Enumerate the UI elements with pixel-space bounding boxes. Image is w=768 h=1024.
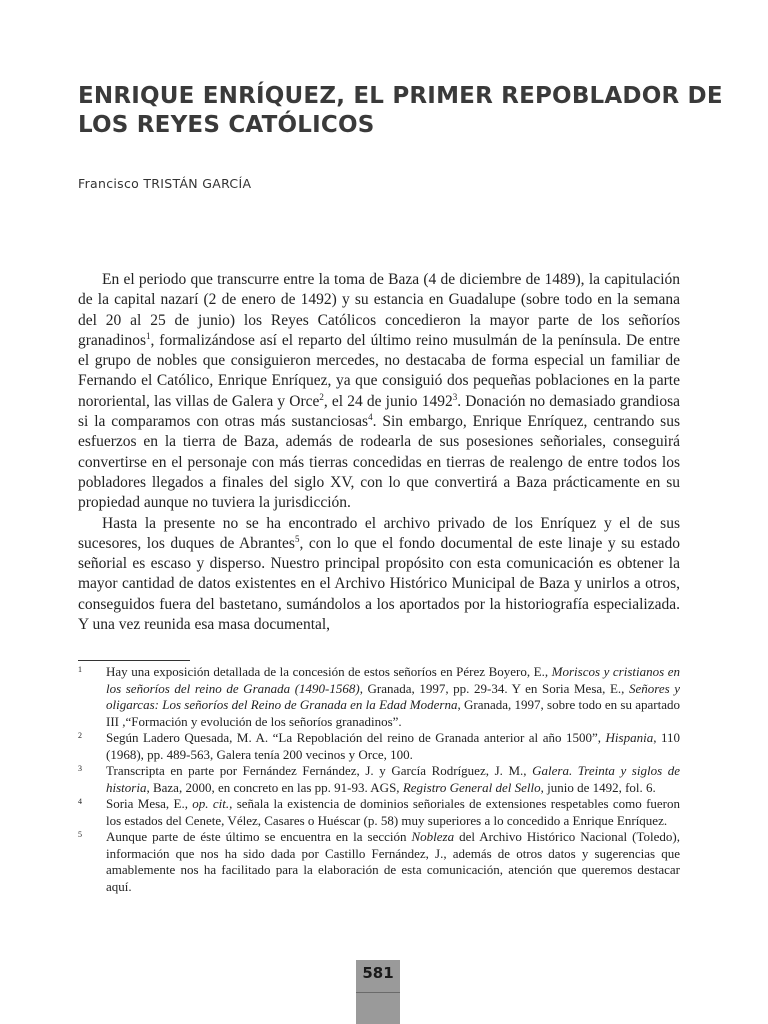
footnote-number: 2	[78, 731, 82, 740]
footnote-italic: Nobleza	[411, 829, 455, 844]
footnote-4	[78, 796, 680, 829]
footnote-separator	[78, 660, 190, 661]
footnote-1	[78, 664, 680, 730]
footnote-italic: Hispania	[605, 730, 654, 745]
footnotes	[78, 664, 680, 895]
footnote-text: , señala la existencia de dominios señoriales de extensiones respetables como fueron los estados del Cenete, Vélez, Casares o Huéscar (p. 58) muy superiores a lo concedido a Enrique Enríquez.	[106, 796, 680, 828]
footnote-number: 5	[78, 830, 82, 839]
footnote-text: , Granada, 1997, pp. 29-34. Y en Soria Mesa, E.,	[359, 680, 629, 696]
p1-text-a: En el periodo que transcurre entre la toma de Baza (4 de diciembre de 1489), la capitulación de la capital nazarí (2 de enero de 1492) y su estancia en Guadalupe (sobre todo en la semana del 20 al 25 de junio) los Reyes Católicos concedieron la mayor parte de los señoríos granadinos	[78, 271, 680, 349]
footnote-2	[78, 730, 680, 763]
footnote-text: del Archivo Histórico Nacional (Toledo), información que nos ha sido dada por Castillo Fernández, J., además de otros datos y sugerencias que amablemente nos ha facilitado para la elaboración de esta comunicación, atención que queremos destacar aquí.	[106, 829, 680, 894]
footnote-text: Soria Mesa, E.,	[106, 796, 193, 811]
footnote-text: , Granada, 1997, sobre todo en su apartado III ,“Formación y evolución de los señoríos granadinos”.	[106, 697, 680, 729]
footnote-ref-4: 4	[368, 412, 373, 423]
p2-text-a: Hasta la presente no se ha encontrado el archivo privado de los Enríquez y el de sus sucesores, los duques de Abrantes	[78, 514, 680, 552]
footnote-text: Aunque parte de éste último se encuentra en la sección	[106, 829, 412, 844]
footnote-number: 4	[78, 797, 82, 806]
paragraph-2	[78, 514, 680, 636]
p1-text-d: . Donación no demasiado grandiosa si la comparamos con otras más sustanciosas	[78, 392, 680, 431]
footnote-italic: Señores y oligarcas: Los señoríos del Reino de Granada en la Edad Moderna	[106, 680, 680, 712]
footnote-ref-5: 5	[294, 533, 300, 544]
body-text	[78, 270, 680, 635]
footnote-ref-3: 3	[452, 391, 458, 402]
footnote-ref-2: 2	[319, 391, 324, 402]
author-name: Francisco TRISTÁN GARCÍA	[78, 176, 252, 191]
footnote-text: , 110 (1968), pp. 489-563, Galera tenía 200 vecinos y Orce, 100.	[106, 730, 680, 762]
footnote-number: 1	[78, 665, 82, 674]
title-line-2: LOS REYES CATÓLICOS	[78, 112, 375, 138]
footnote-5	[78, 829, 680, 895]
page-number: 581	[362, 964, 394, 982]
footnote-italic: Registro General del Sello	[402, 779, 541, 795]
paragraph-1	[78, 270, 680, 514]
p2-text-b: , con lo que el fondo documental de este linaje y su estado señorial es escaso y disperso. Nuestro principal propósito con esta comunicación es obtener la mayor cantidad de datos existentes en el Archivo Histórico Municipal de Baza y unirlos a otros, conseguidos fuera del bastetano, sumándolos a los aportados por la historiografía especializada. Y una vez reunida esa masa documental,	[78, 534, 680, 634]
footnote-text: Según Ladero Quesada, M. A. “La Repoblación del reino de Granada anterior al año 1500”,	[106, 730, 606, 745]
footnote-italic: Galera. Treinta y siglos de historia	[106, 763, 681, 795]
footnote-text: , junio de 1492, fol. 6.	[540, 779, 656, 795]
p1-text-b: , formalizándose así el reparto del último reino musulmán de la península. De entre el grupo de nobles que consiguieron mercedes, no destacaba de forma especial un familiar de Fernando el Católico, Enrique Enríquez, ya que consiguió dos pequeñas poblaciones en la parte nororiental, las villas de Galera y Orce	[78, 331, 680, 410]
footnote-ref-1: 1	[146, 330, 151, 341]
footnote-italic: Moriscos y cristianos en los señoríos del reino de Granada (1490-1568)	[106, 664, 681, 696]
footnote-3	[78, 763, 680, 796]
footnote-italic: op. cit.	[192, 796, 230, 811]
footnote-number: 3	[78, 764, 82, 773]
article-title	[78, 82, 723, 140]
footnote-text: , Baza, 2000, en concreto en las pp. 91-93. AGS,	[146, 779, 403, 795]
title-line-1: ENRIQUE ENRÍQUEZ, EL PRIMER REPOBLADOR DE	[78, 83, 723, 109]
page-number-divider	[356, 992, 400, 993]
p1-text-e: . Sin embargo, Enrique Enríquez, centrando sus esfuerzos en la tierra de Baza, además de rodearla de sus posesiones señoriales, conseguirá convertirse en el personaje con más tierras concedidas en tierras de realengo de entre todos los pobladores llegados a finales del siglo XV, con lo que convertirá a Baza prácticamente en su propiedad aunque no tuviera la jurisdicción.	[78, 413, 681, 512]
footnote-text: Transcripta en parte por Fernández Fernández, J. y García Rodríguez, J. M.,	[106, 763, 533, 778]
footnote-text: Hay una exposición detallada de la concesión de estos señoríos en Pérez Boyero, E.,	[106, 664, 552, 679]
p1-text-c: , el 24 de junio 1492	[323, 392, 453, 410]
